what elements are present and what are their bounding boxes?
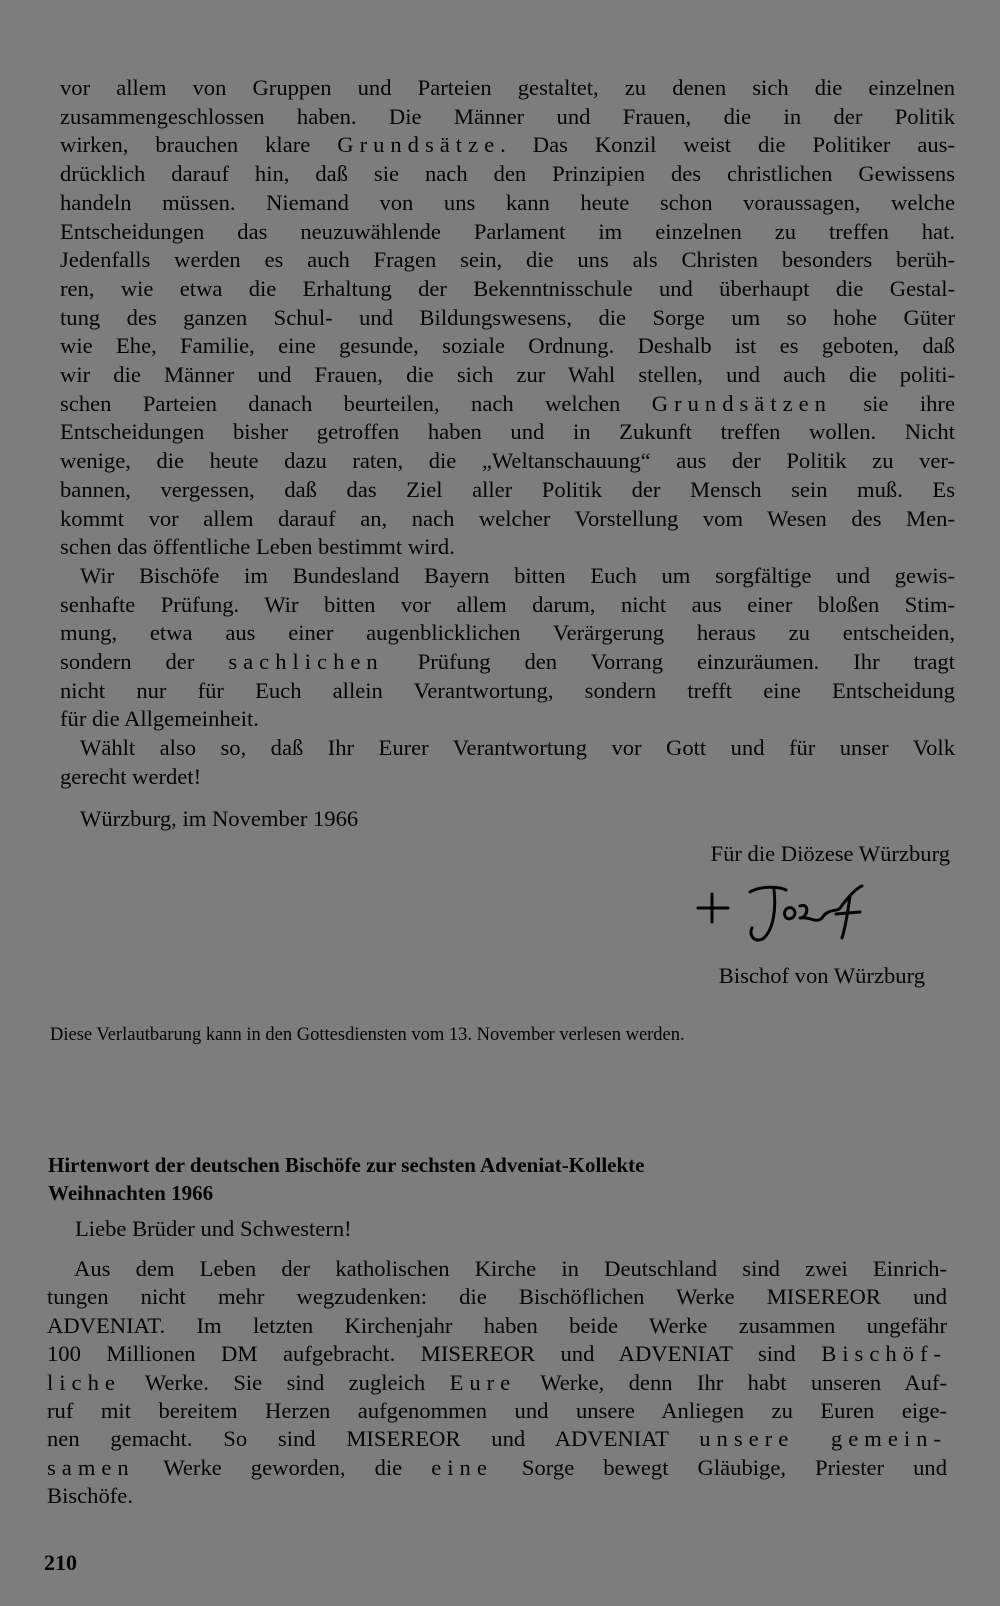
heading-line: Hirtenwort der deutschen Bischöfe zur sechsten Adveniat-Kollekte	[48, 1153, 645, 1177]
text-line: Aus dem Leben der katholischen Kirche in Deutschland sind zwei Einrich-	[74, 1256, 947, 1281]
text-line: 100 Millionen DM aufgebracht. MISEREOR und ADVENIAT sind Bischöf-	[47, 1341, 947, 1367]
spaced-emphasis: sachlichen	[228, 649, 384, 675]
text-line: Wählt also so, daß Ihr Eurer Verantwortung vor Gott und für unser Volk	[80, 735, 955, 761]
text-line: Entscheidungen bisher getroffen haben und in Zukunft treffen wollen. Nicht	[60, 419, 955, 445]
signature-image	[690, 878, 890, 948]
text-line: liche Werke. Sie sind zugleich Eure Werke, denn Ihr habt unseren Auf-	[47, 1369, 947, 1395]
text-line: wirken, brauchen klare Grundsätze. Das Konzil weist die Politiker aus-	[60, 132, 955, 158]
text-line: drücklich darauf hin, daß sie nach den Prinzipien des christlichen Gewissens	[60, 161, 955, 187]
text-line: tungen nicht mehr wegzudenken: die Bischöflichen Werke MISEREOR und	[47, 1284, 947, 1310]
text-line: mung, etwa aus einer augenblicklichen Verärgerung heraus zu entscheiden,	[60, 620, 955, 646]
text-line: vor allem von Gruppen und Parteien gestaltet, zu denen sich die einzelnen	[60, 75, 955, 100]
text-line: wenige, die heute dazu raten, die „Weltanschauung“ aus der Politik zu ver-	[60, 448, 955, 474]
text-line: ren, wie etwa die Erhaltung der Bekenntnisschule und überhaupt die Gestal-	[60, 275, 955, 301]
text-line: sondern der sachlichen Prüfung den Vorrang einzuräumen. Ihr tragt	[60, 649, 956, 675]
text-line: für die Allgemeinheit.	[60, 706, 259, 732]
spaced-emphasis: Grundsätze	[337, 132, 501, 158]
spaced-emphasis: Grundsätzen	[651, 390, 832, 416]
section-heading	[48, 1151, 948, 1207]
spaced-emphasis: eine	[431, 1454, 493, 1480]
place-and-date: Würzburg, im November 1966	[80, 806, 359, 831]
text-line: wir die Männer und Frauen, die sich zur Wahl stellen, und auch die politi-	[60, 362, 955, 388]
text-line: schen Parteien danach beurteilen, nach welchen Grundsätzen sie ihre	[60, 390, 955, 416]
spaced-emphasis: Eure	[449, 1369, 517, 1395]
text-line: Wir Bischöfe im Bundesland Bayern bitten Euch um sorgfältige und gewis-	[80, 562, 955, 588]
text-line: samen Werke geworden, die eine Sorge bewegt Gläubige, Priester und	[47, 1454, 947, 1480]
signature	[690, 878, 890, 948]
spaced-emphasis: liche	[47, 1369, 121, 1395]
salutation: Liebe Brüder und Schwestern!	[75, 1216, 352, 1241]
text-line: gerecht werdet!	[60, 763, 202, 789]
text-line: handeln müssen. Niemand von uns kann heute schon voraussagen, welche	[60, 189, 955, 215]
text-line: senhafte Prüfung. Wir bitten vor allem darum, nicht aus einer bloßen Stim-	[60, 591, 955, 617]
text-line: bannen, vergessen, daß das Ziel aller Politik der Mensch sein muß. Es	[60, 476, 955, 502]
text-line: Entscheidungen das neuzuwählende Parlament im einzelnen zu treffen hat.	[60, 218, 955, 244]
body-text-section-1	[60, 74, 955, 792]
text-line: zusammengeschlossen haben. Die Männer und Frauen, die in der Politik	[60, 103, 955, 129]
text-line: nen gemacht. So sind MISEREOR und ADVENIAT unsere gemein-	[47, 1426, 947, 1452]
page-number: 210	[44, 1550, 77, 1575]
text-line: schen das öffentliche Leben bestimmt wird.	[60, 534, 455, 560]
body-text-section-2	[47, 1255, 947, 1511]
text-line: Bischöfe.	[47, 1483, 133, 1509]
spaced-emphasis: unsere gemein-	[699, 1426, 947, 1452]
spaced-emphasis: Bischöf-	[821, 1341, 947, 1367]
text-line: ruf mit bereitem Herzen aufgenommen und unsere Anliegen zu Euren eige-	[47, 1398, 947, 1424]
text-line: wie Ehe, Familie, eine gesunde, soziale Ordnung. Deshalb ist es geboten, daß	[60, 333, 955, 359]
diocese-line: Für die Diözese Würzburg	[710, 841, 950, 866]
text-line: Jedenfalls werden es auch Fragen sein, die uns als Christen besonders berüh-	[60, 247, 955, 273]
text-line: tung des ganzen Schul- und Bildungswesens, die Sorge um so hohe Güter	[60, 304, 955, 330]
text-line: nicht nur für Euch allein Verantwortung, sondern trefft eine Entscheidung	[60, 677, 955, 703]
footnote: Diese Verlautbarung kann in den Gottesdiensten vom 13. November verlesen werden.	[50, 1025, 685, 1045]
bishop-title: Bischof von Würzburg	[718, 963, 925, 988]
text-line: kommt vor allem darauf an, nach welcher Vorstellung vom Wesen des Men-	[60, 505, 955, 531]
text-line: ADVENIAT. Im letzten Kirchenjahr haben beide Werke zusammen ungefähr	[47, 1312, 947, 1338]
spaced-emphasis: samen	[47, 1454, 135, 1480]
heading-line: Weihnachten 1966	[48, 1181, 214, 1205]
